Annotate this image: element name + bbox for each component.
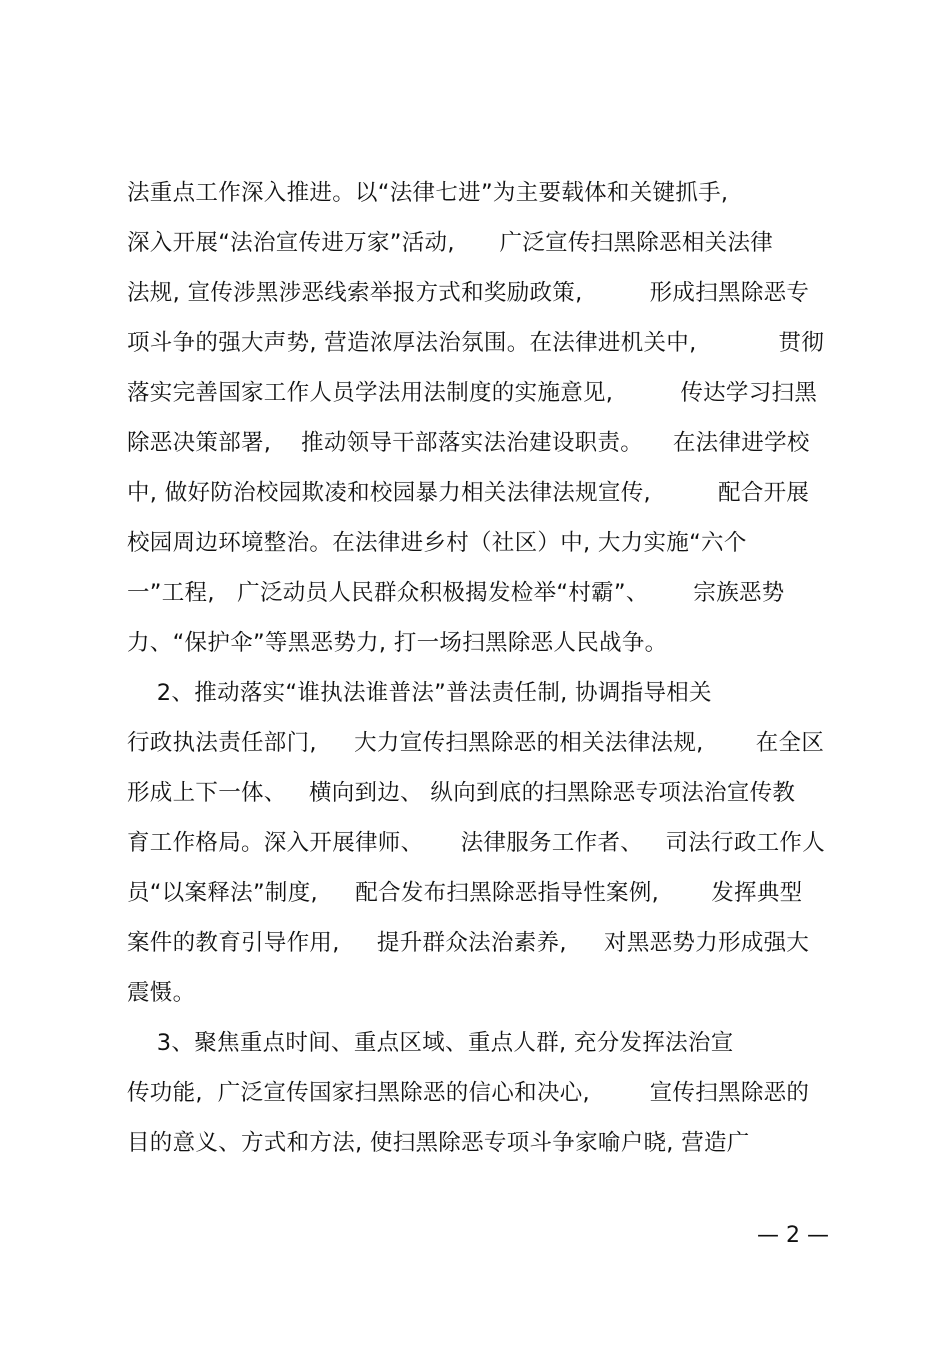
body-text-line: 目的意义、方式和方法, 使扫黑除恶专项斗争家喻户晓, 营造广: [127, 1130, 750, 1156]
body-text-line: 校园周边环境整治。在法律进乡村（社区）中, 大力实施“六个: [127, 530, 747, 556]
body-text-line: 形成上下一体、 横向到边、 纵向到底的扫黑除恶专项法治宣传教: [127, 780, 796, 806]
body-text-line: 育工作格局。深入开展律师、 法律服务工作者、 司法行政工作人: [127, 830, 826, 856]
body-text-line: 力、“保护伞”等黑恶势力, 打一场扫黑除恶人民战争。: [127, 630, 668, 656]
body-text-line: 传功能, 广泛宣传国家扫黑除恶的信心和决心, 宣传扫黑除恶的: [127, 1080, 810, 1106]
body-text-line: 行政执法责任部门, 大力宣传扫黑除恶的相关法律法规, 在全区: [127, 730, 825, 756]
body-text-line: 除恶决策部署, 推动领导干部落实法治建设职责。 在法律进学校: [127, 430, 810, 456]
page-number: — 2 —: [757, 1223, 829, 1248]
body-text-line: 案件的教育引导作用, 提升群众法治素养, 对黑恶势力形成强大: [127, 930, 810, 956]
body-text-line: 中, 做好防治校园欺凌和校园暴力相关法律法规宣传, 配合开展: [127, 480, 810, 506]
body-text-line: 法规, 宣传涉黑涉恶线索举报方式和奖励政策, 形成扫黑除恶专: [127, 280, 810, 306]
body-text-line: 法重点工作深入推进。以“法律七进”为主要载体和关键抓手,: [127, 180, 729, 206]
body-text-line: 深入开展“法治宣传进万家”活动, 广泛宣传扫黑除恶相关法律: [127, 230, 774, 256]
body-text-line: 震慑。: [127, 980, 196, 1006]
paragraph-2-first-line: 2、推动落实“谁执法谁普法”普法责任制, 协调指导相关: [127, 680, 712, 706]
body-text-line: 员“以案释法”制度, 配合发布扫黑除恶指导性案例, 发挥典型: [127, 880, 803, 906]
body-text-line: 项斗争的强大声势, 营造浓厚法治氛围。在法律进机关中, 贯彻: [127, 330, 825, 356]
body-text-line: 一”工程, 广泛动员人民群众积极揭发检举“村霸”、 宗族恶势: [127, 580, 785, 606]
body-text-line: 落实完善国家工作人员学法用法制度的实施意见, 传达学习扫黑: [127, 380, 818, 406]
paragraph-3-first-line: 3、聚焦重点时间、重点区域、重点人群, 充分发挥法治宣: [127, 1030, 734, 1056]
